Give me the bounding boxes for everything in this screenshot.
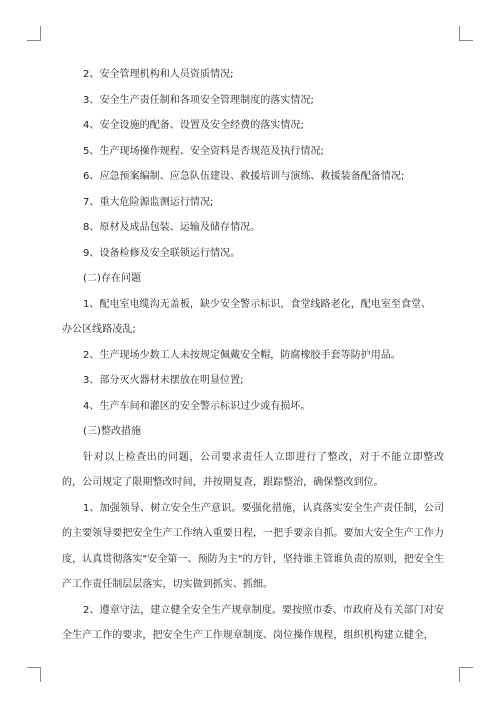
measures-intro-paragraph: 针对以上检查出的问题，公司要求责任人立即进行了整改，对于不能立即整改的，公司规定了限期整改时间，并按期复查，跟踪整治，确保整改到位。 [62, 451, 444, 488]
problem-item-1-continued: 办公区线路凌乱; [62, 324, 136, 335]
section-heading-measures: (三)整改措施 [83, 426, 142, 437]
check-item-7: 7、重大危险源监测运行情况; [83, 196, 214, 208]
problem-item-2: 2、生产现场少数工人未按规定佩戴安全帽，防腐橡胶手套等防护用品。 [83, 349, 401, 361]
problem-item-1: 1、配电室电缆沟无盖板，缺少安全警示标识，食堂线路老化，配电室至食堂、 [83, 298, 432, 310]
crop-mark-bottom-right [459, 667, 473, 682]
problem-item-4: 4、生产车间和灌区的安全警示标识过少或有损坏。 [83, 400, 311, 412]
crop-mark-bottom-left [27, 667, 41, 682]
document-body [62, 62, 444, 649]
check-item-6: 6、应急预案编制、应急队伍建设、救援培训与演练、救援装备配备情况; [83, 171, 405, 182]
section-heading-problems: (二)存在问题 [83, 273, 142, 284]
check-item-4: 4、安全设施的配备、设置及安全经费的落实情况; [83, 120, 304, 131]
measure-item-1-paragraph: 1、加强领导、树立安全生产意识。要强化措施，认真落实安全生产责任制，公司的主要领导要把安全生产工作纳入重要日程，一把手要亲自抓。要加大安全生产工作力度，认真贯彻落实"安全第一、预防为主"的方针，坚持谁主管谁负责的原则，把安全生产工作责任制层层落实，切实做到抓实、抓细。 [62, 502, 444, 590]
problem-item-3: 3、部分灭火器材未摆放在明显位置; [83, 375, 244, 386]
check-item-2: 2、安全管理机构和人员资质情况; [83, 69, 234, 80]
check-item-3: 3、安全生产责任制和各项安全管理制度的落实情况; [83, 94, 314, 106]
crop-mark-top-left [27, 26, 41, 41]
check-item-8: 8、原材及成品包装、运输及储存情况。 [83, 222, 261, 233]
check-item-9: 9、设备检修及安全联锁运行情况。 [83, 247, 241, 259]
measure-item-2-paragraph: 2、遵章守法，建立健全安全生产规章制度。要按照市委、市政府及有关部门对安全生产工作的要求，把安全生产工作规章制度、岗位操作规程，组织机构建立健全， [62, 604, 444, 641]
check-item-5: 5、生产现场操作规程、安全资料是否规范及执行情况; [83, 145, 324, 157]
crop-mark-top-right [459, 26, 473, 41]
